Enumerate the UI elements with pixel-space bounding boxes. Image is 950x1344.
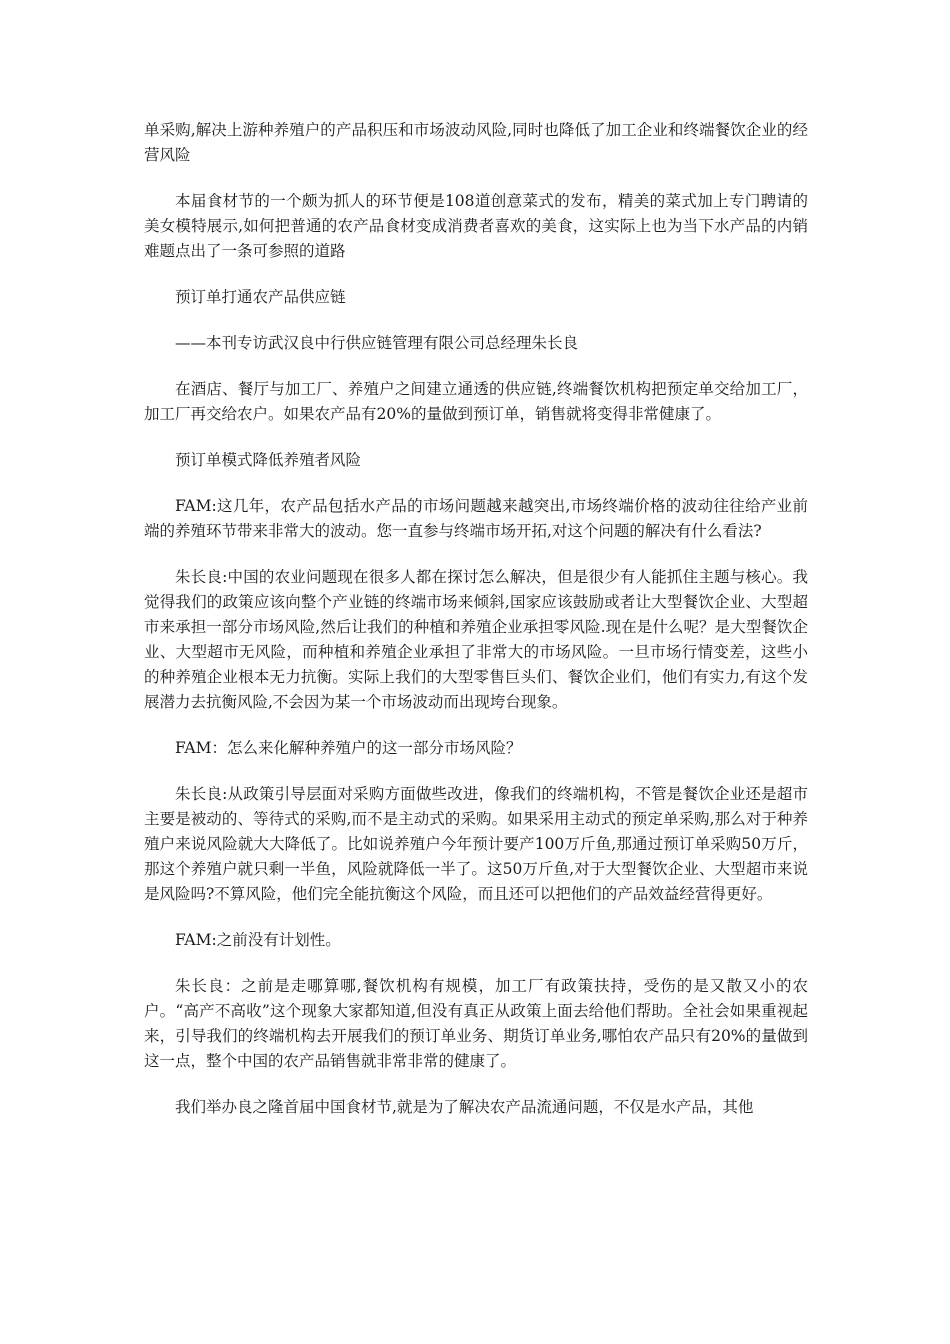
document-body xyxy=(144,118,808,1141)
paragraph-answer: 朱长良：之前是走哪算哪,餐饮机构有规模，加工厂有政策扶持，受伤的是又散又小的农户。“高产不高收”这个现象大家都知道,但没有真正从政策上面去给他们帮助。全社会如果重视起来，引导我们的终端机构去开展我们的预订单业务、期货订单业务,哪怕农产品只有20%的量做到这一点，整个中国的农产品销售就非常非常的健康了。 xyxy=(144,977,808,1070)
paragraph-continuation: 单采购,解决上游种养殖户的产品积压和市场波动风险,同时也降低了加工企业和终端餐饮企业的经营风险 xyxy=(144,121,808,164)
interview-byline: ——本刊专访武汉良中行供应链管理有限公司总经理朱长良 xyxy=(175,334,579,352)
paragraph-food-festival: 本届食材节的一个颇为抓人的环节便是108道创意菜式的发布，精美的菜式加上专门聘请的美女模特展示,如何把普通的农产品食材变成消费者喜欢的美食，这实际上也为当下水产品的内销难题点出了一条可参照的道路 xyxy=(144,192,808,260)
paragraph-closing: 我们举办良之隆首届中国食材节,就是为了解决农产品流通问题，不仅是水产品，其他 xyxy=(175,1098,754,1116)
paragraph-question: FAM:之前没有计划性。 xyxy=(175,931,341,949)
paragraph-answer: 朱长良:从政策引导层面对采购方面做些改进，像我们的终端机构，不管是餐饮企业还是超市主要是被动的、等待式的采购,而不是主动式的采购。如果采用主动式的预定单采购,那么对于种养殖户来说风险就大大降低了。比如说养殖户今年预计要产100万斤鱼,那通过预订单采购50万斤，那这个养殖户就只剩一半鱼，风险就降低一半了。这50万斤鱼,对于大型餐饮企业、大型超市来说是风险吗?不算风险，他们完全能抗衡这个风险，而且还可以把他们的产品效益经营得更好。 xyxy=(144,785,808,903)
paragraph-question: FAM:这几年，农产品包括水产品的市场问题越来越突出,市场终端价格的波动往往给产业前端的养殖环节带来非常大的波动。您一直参与终端市场开拓,对这个问题的解决有什么看法? xyxy=(144,497,808,540)
paragraph-question: FAM：怎么来化解种养殖户的这一部分市场风险？ xyxy=(175,739,522,757)
paragraph-summary: 在酒店、餐厅与加工厂、养殖户之间建立通透的供应链,终端餐饮机构把预定单交给加工厂，加工厂再交给农户。如果农产品有20%的量做到预订单，销售就将变得非常健康了。 xyxy=(144,380,808,423)
subsection-heading: 预订单模式降低养殖者风险 xyxy=(175,451,362,469)
section-heading: 预订单打通农产品供应链 xyxy=(175,288,346,306)
paragraph-answer: 朱长良:中国的农业问题现在很多人都在探讨怎么解决，但是很少有人能抓住主题与核心。我觉得我们的政策应该向整个产业链的终端市场来倾斜,国家应该鼓励或者让大型餐饮企业、大型超市来承担一部分市场风险,然后让我们的种植和养殖企业承担零风险.现在是什么呢？是大型餐饮企业、大型超市无风险，而种植和养殖企业承担了非常大的市场风险。一旦市场行情变差，这些小的种养殖企业根本无力抗衡。实际上我们的大型零售巨头们、餐饮企业们，他们有实力,有这个发展潜力去抗衡风险,不会因为某一个市场波动而出现垮台现象。 xyxy=(144,568,808,711)
